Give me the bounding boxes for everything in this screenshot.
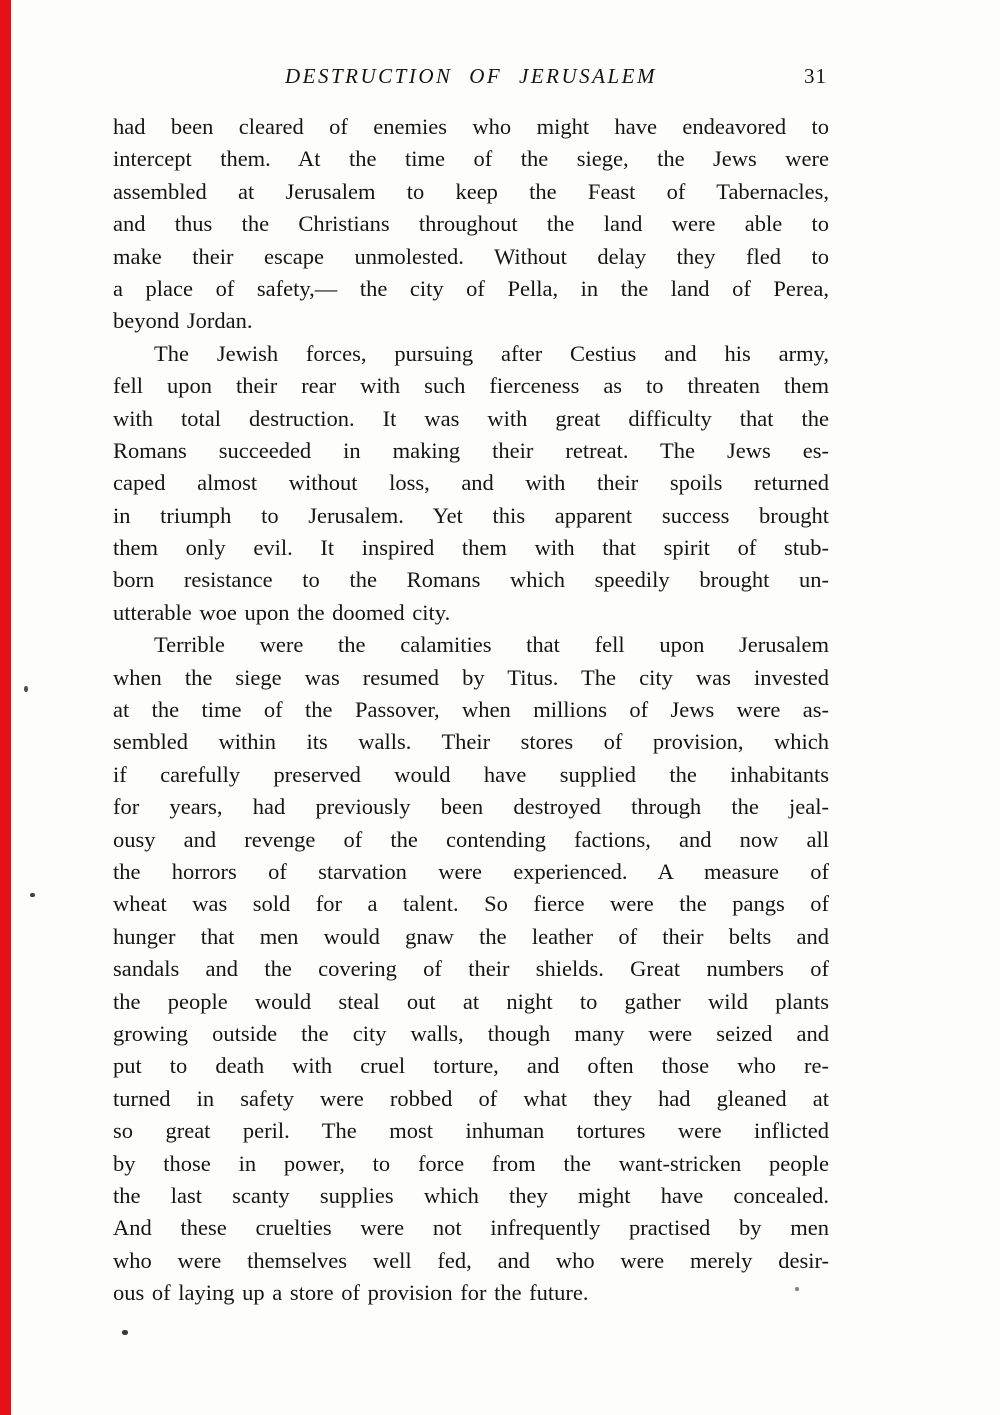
text-line: utterable woe upon the doomed city. <box>113 599 451 625</box>
page-number: 31 <box>804 64 827 88</box>
text-line: had been cleared of enemies who might have endeavored to <box>113 114 829 139</box>
text-line: growing outside the city walls, though many were seized and <box>113 1020 829 1046</box>
text-line: when the siege was resumed by Titus. The city was invested <box>113 664 829 690</box>
text-line: Terrible were the calamities that fell upon Jerusalem <box>154 632 829 658</box>
text-line: And these cruelties were not infrequently practised by men <box>113 1215 829 1241</box>
text-line: the last scanty supplies which they might have concealed. <box>113 1182 829 1208</box>
text-line: beyond Jordan. <box>113 308 253 334</box>
text-line: born resistance to the Romans which speedily brought un- <box>113 567 829 593</box>
text-line: them only evil. It inspired them with that spirit of stub- <box>113 535 829 561</box>
text-line: sandals and the covering of their shields. Great numbers of <box>113 956 829 982</box>
scan-speck <box>30 893 35 897</box>
text-line: turned in safety were robbed of what they had gleaned at <box>113 1085 829 1111</box>
text-line: ousy and revenge of the contending factions, and now all <box>113 826 829 852</box>
text-line: Romans succeeded in making their retreat. The Jews es- <box>113 437 829 463</box>
text-line: with total destruction. It was with great difficulty that the <box>113 405 829 431</box>
text-line: in triumph to Jerusalem. Yet this apparent success brought <box>113 502 829 528</box>
text-line: for years, had previously been destroyed through the jeal- <box>113 794 829 820</box>
red-page-edge-bar <box>0 0 11 1415</box>
text-line: and thus the Christians throughout the land were able to <box>113 211 829 237</box>
text-line: wheat was sold for a talent. So fierce were the pangs of <box>113 891 829 917</box>
text-line: hunger that men would gnaw the leather of their belts and <box>113 923 829 949</box>
text-line: assembled at Jerusalem to keep the Feast of Tabernacles, <box>113 178 829 204</box>
text-line: so great peril. The most inhuman tortures were inflicted <box>113 1118 829 1144</box>
text-line: by those in power, to force from the want-stricken people <box>113 1150 829 1176</box>
text-line: at the time of the Passover, when millions of Jews were as- <box>113 697 829 723</box>
text-line: The Jewish forces, pursuing after Cestius and his army, <box>154 340 829 366</box>
text-line: caped almost without loss, and with their spoils returned <box>113 470 829 496</box>
text-line: the horrors of starvation were experienced. A measure of <box>113 858 829 884</box>
body-text <box>113 111 829 1309</box>
scan-speck <box>24 686 28 692</box>
text-line: who were themselves well fed, and who were merely desir- <box>113 1247 829 1273</box>
running-head <box>113 64 829 96</box>
text-line: if carefully preserved would have supplied the inhabitants <box>113 761 829 787</box>
text-line: sembled within its walls. Their stores of provision, which <box>113 729 829 755</box>
text-line: a place of safety,— the city of Pella, in the land of Perea, <box>113 275 829 301</box>
text-line: ous of laying up a store of provision for the future. <box>113 1280 589 1306</box>
text-line: the people would steal out at night to gather wild plants <box>113 988 829 1014</box>
text-line: fell upon their rear with such fierceness as to threaten them <box>113 373 829 399</box>
text-line: intercept them. At the time of the siege, the Jews were <box>113 146 829 172</box>
scan-speck <box>795 1287 799 1291</box>
page-title: DESTRUCTION OF JERUSALEM <box>285 64 657 88</box>
text-line: put to death with cruel torture, and often those who re- <box>113 1053 829 1079</box>
scan-speck <box>122 1330 128 1335</box>
text-line: make their escape unmolested. Without delay they fled to <box>113 243 829 269</box>
